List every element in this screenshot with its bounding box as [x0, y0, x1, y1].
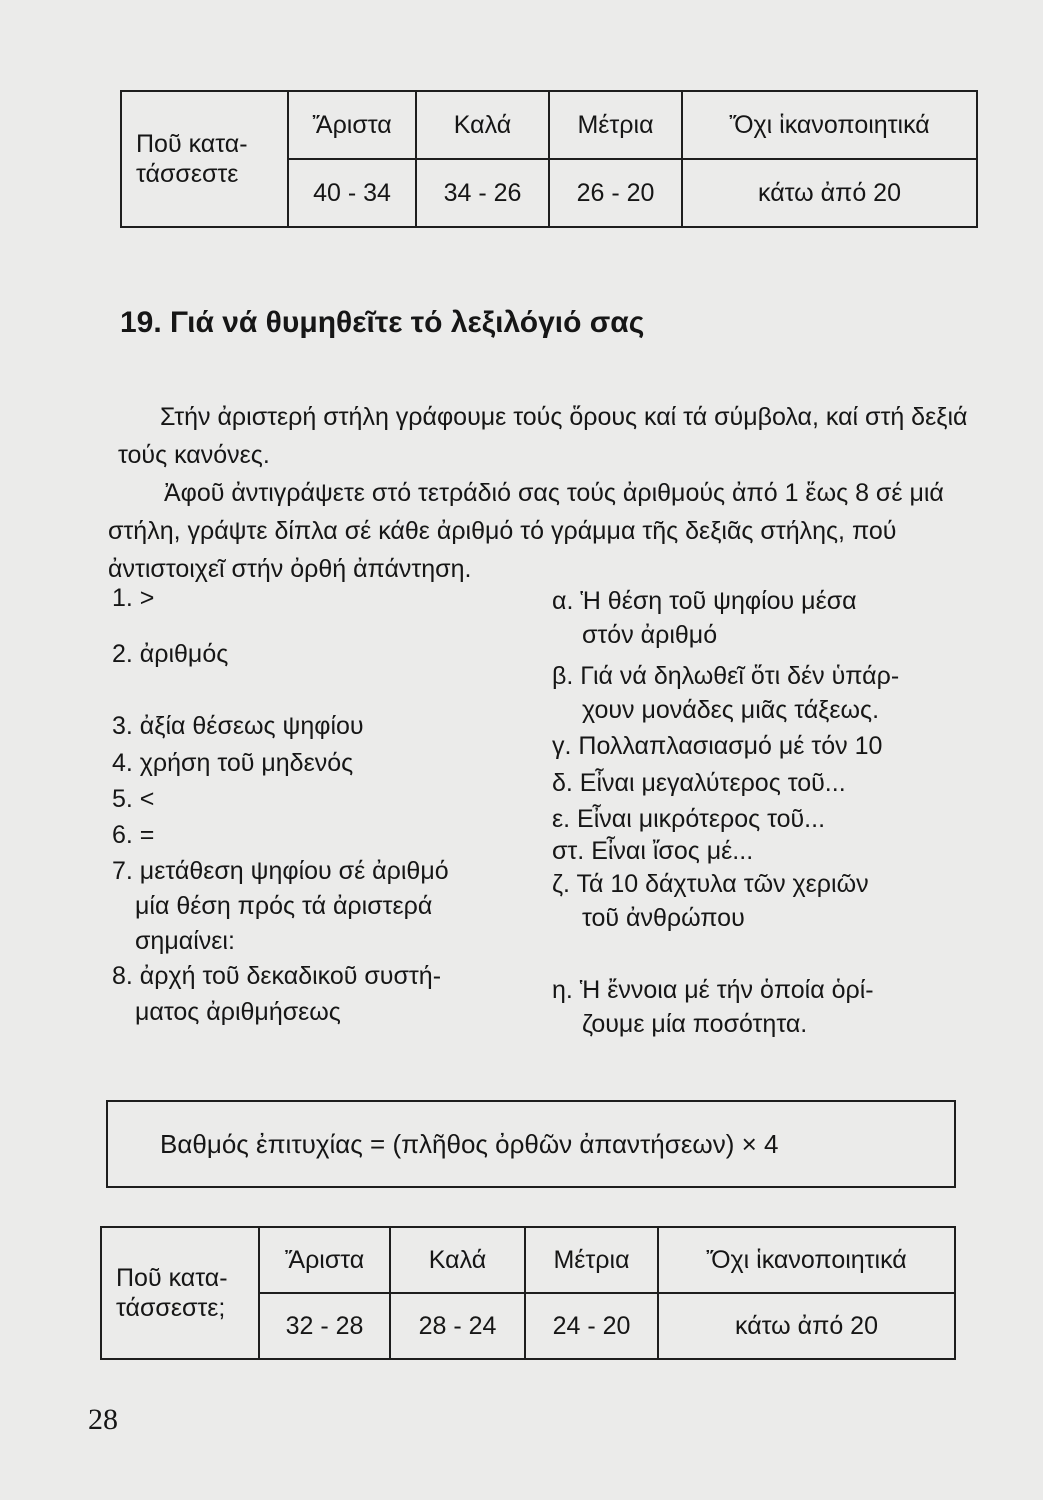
rule-item: η. Ἡ ἔννοια μέ τήν ὁποία ὁρί-	[552, 976, 874, 1004]
header-excellent: Ἄριστα	[259, 1227, 390, 1293]
rule-item: γ. Πολλαπλασιασμό μέ τόν 10	[552, 732, 883, 760]
range-excellent: 40 - 34	[288, 159, 416, 227]
term-item: 6. =	[112, 821, 155, 849]
range-average: 26 - 20	[549, 159, 682, 227]
range-average: 24 - 20	[525, 1293, 658, 1359]
range-good: 28 - 24	[390, 1293, 525, 1359]
term-item: 7. μετάθεση ψηφίου σέ ἀριθμό	[112, 857, 449, 885]
header-average: Μέτρια	[549, 91, 682, 159]
term-item: 5. <	[112, 785, 155, 813]
rule-item-continued: χουν μονάδες μιᾶς τάξεως.	[582, 696, 880, 724]
rule-item: ζ. Τά 10 δάχτυλα τῶν χεριῶν	[552, 870, 869, 898]
range-unsatisfactory: κάτω ἀπό 20	[658, 1293, 955, 1359]
exercise-intro: Στήν ἀριστερή στήλη γράφουμε τούς ὅρους καί τά σύμβολα, καί στή δεξιά τούς κανόνες.	[118, 403, 968, 469]
term-item: 8. ἀρχή τοῦ δεκαδικοῦ συστή-	[112, 962, 442, 990]
term-item-continued: μία θέση πρός τά ἀριστερά	[135, 892, 433, 920]
rule-item-continued: στόν ἀριθμό	[582, 621, 718, 649]
range-unsatisfactory: κάτω ἀπό 20	[682, 159, 977, 227]
rule-item-continued: ζουμε μία ποσότητα.	[582, 1010, 808, 1038]
range-good: 34 - 26	[416, 159, 549, 227]
header-unsatisfactory: Ὄχι ἱκανοποιητικά	[658, 1227, 955, 1293]
score-table-bottom	[100, 1226, 956, 1360]
header-average: Μέτρια	[525, 1227, 658, 1293]
range-excellent: 32 - 28	[259, 1293, 390, 1359]
exercise-instructions: Ἀφοῦ ἀντιγράψετε στό τετράδιό σας τούς ἀριθμούς ἀπό 1 ἕως 8 σέ μιά στήλη, γράψτε δίπλα σέ κάθε ἀριθμό τό γράμμα τῆς δεξιᾶς στήλης, πού ἀντιστοιχεῖ στήν ὀρθή ἀπάντηση.	[108, 479, 944, 583]
table-question-cell: Ποῦ κατα- τάσσεστε;	[101, 1227, 259, 1359]
term-item: 2. ἀριθμός	[112, 640, 229, 668]
term-item-continued: σημαίνει:	[135, 927, 235, 955]
rule-item: β. Γιά νά δηλωθεῖ ὅτι δέν ὑπάρ-	[552, 662, 900, 690]
score-table-top	[120, 90, 978, 228]
rule-item-continued: τοῦ ἀνθρώπου	[582, 904, 745, 932]
rule-item: δ. Εἶναι μεγαλύτερος τοῦ...	[552, 769, 846, 797]
header-unsatisfactory: Ὄχι ἱκανοποιητικά	[682, 91, 977, 159]
term-item: 4. χρήση τοῦ μηδενός	[112, 749, 354, 777]
page-number: 28	[88, 1403, 118, 1436]
header-good: Καλά	[390, 1227, 525, 1293]
header-excellent: Ἄριστα	[288, 91, 416, 159]
table-question-cell: Ποῦ κατα- τάσσεστε	[121, 91, 288, 227]
exercise-title: 19. Γιά νά θυμηθεῖτε τό λεξιλόγιό σας	[120, 306, 645, 339]
term-item-continued: ματος ἀριθμήσεως	[135, 998, 341, 1026]
term-item: 3. ἀξία θέσεως ψηφίου	[112, 712, 364, 740]
success-score-formula: Βαθμός ἐπιτυχίας = (πλῆθος ὀρθῶν ἀπαντήσεων) × 4	[106, 1100, 956, 1188]
header-good: Καλά	[416, 91, 549, 159]
rule-item: ε. Εἶναι μικρότερος τοῦ...	[552, 805, 826, 833]
rule-item: α. Ἡ θέση τοῦ ψηφίου μέσα	[552, 587, 857, 615]
rule-item: στ. Εἶναι ἴσος μέ...	[552, 837, 754, 865]
term-item: 1. >	[112, 584, 155, 612]
